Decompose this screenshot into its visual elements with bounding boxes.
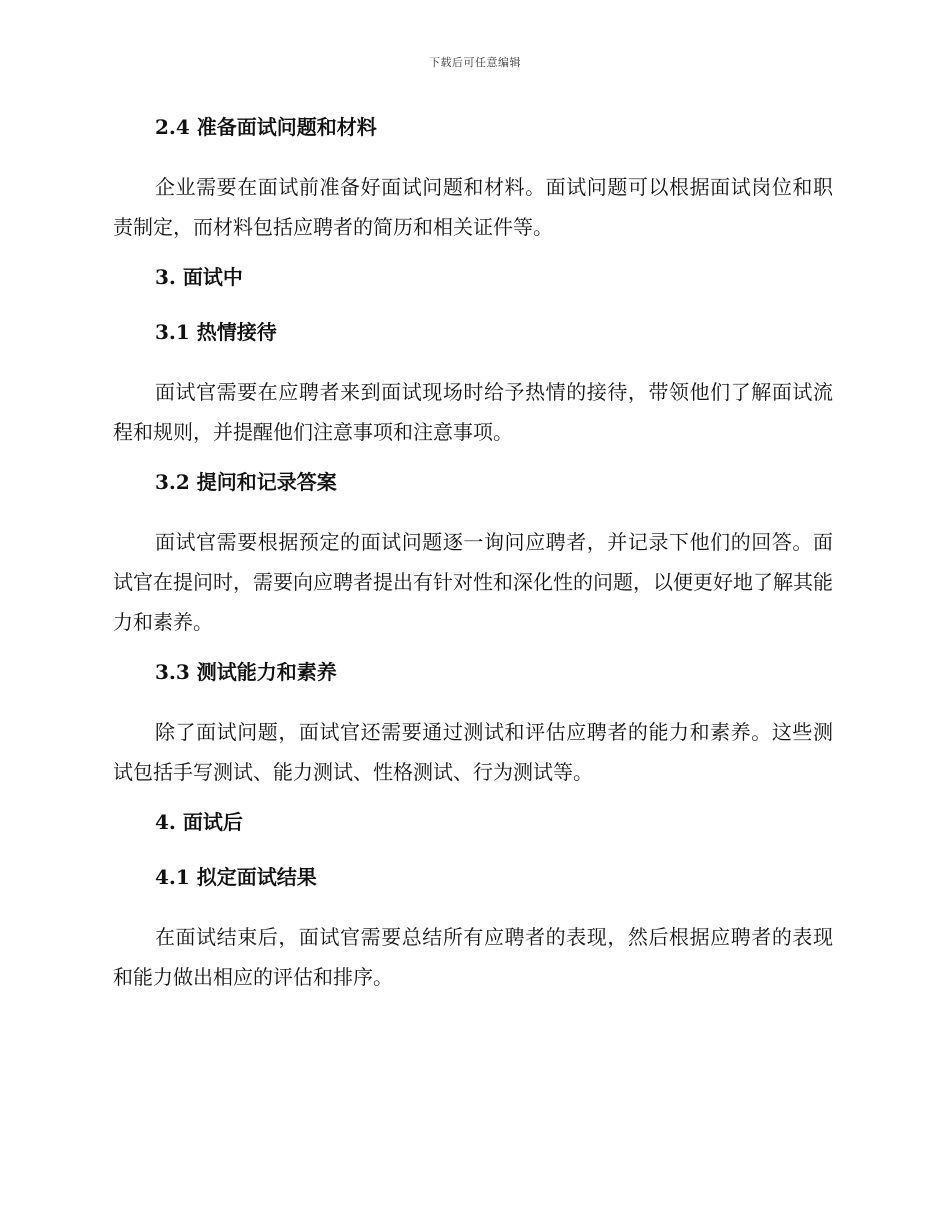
section-heading-4-1: 4.1 拟定面试结果	[155, 865, 317, 889]
paragraph-3-2: 面试官需要根据预定的面试问题逐一询问应聘者，并记录下他们的回答。面试官在提问时，需要向应聘者提出有针对性和深化性的问题，以便更好地了解其能力和素养。	[113, 530, 833, 634]
paragraph-4-1: 在面试结束后，面试官需要总结所有应聘者的表现，然后根据应聘者的表现和能力做出相应的评估和排序。	[113, 925, 833, 989]
section-heading-3-1: 3.1 热情接待	[155, 320, 277, 344]
paragraph-2-4: 企业需要在面试前准备好面试问题和材料。面试问题可以根据面试岗位和职责制定，而材料包括应聘者的简历和相关证件等。	[113, 175, 833, 239]
section-heading-3-2: 3.2 提问和记录答案	[155, 470, 337, 494]
section-heading-2-4: 2.4 准备面试问题和材料	[155, 115, 377, 139]
section-heading-3: 3. 面试中	[155, 265, 243, 289]
section-heading-3-3: 3.3 测试能力和素养	[155, 660, 337, 684]
paragraph-3-1: 面试官需要在应聘者来到面试现场时给予热情的接待，带领他们了解面试流程和规则，并提醒他们注意事项和注意事项。	[113, 380, 833, 444]
document-body	[113, 112, 833, 1012]
paragraph-3-3: 除了面试问题，面试官还需要通过测试和评估应聘者的能力和素养。这些测试包括手写测试、能力测试、性格测试、行为测试等。	[113, 720, 833, 784]
page-header: 下载后可任意编辑	[429, 56, 521, 69]
section-heading-4: 4. 面试后	[155, 810, 243, 834]
